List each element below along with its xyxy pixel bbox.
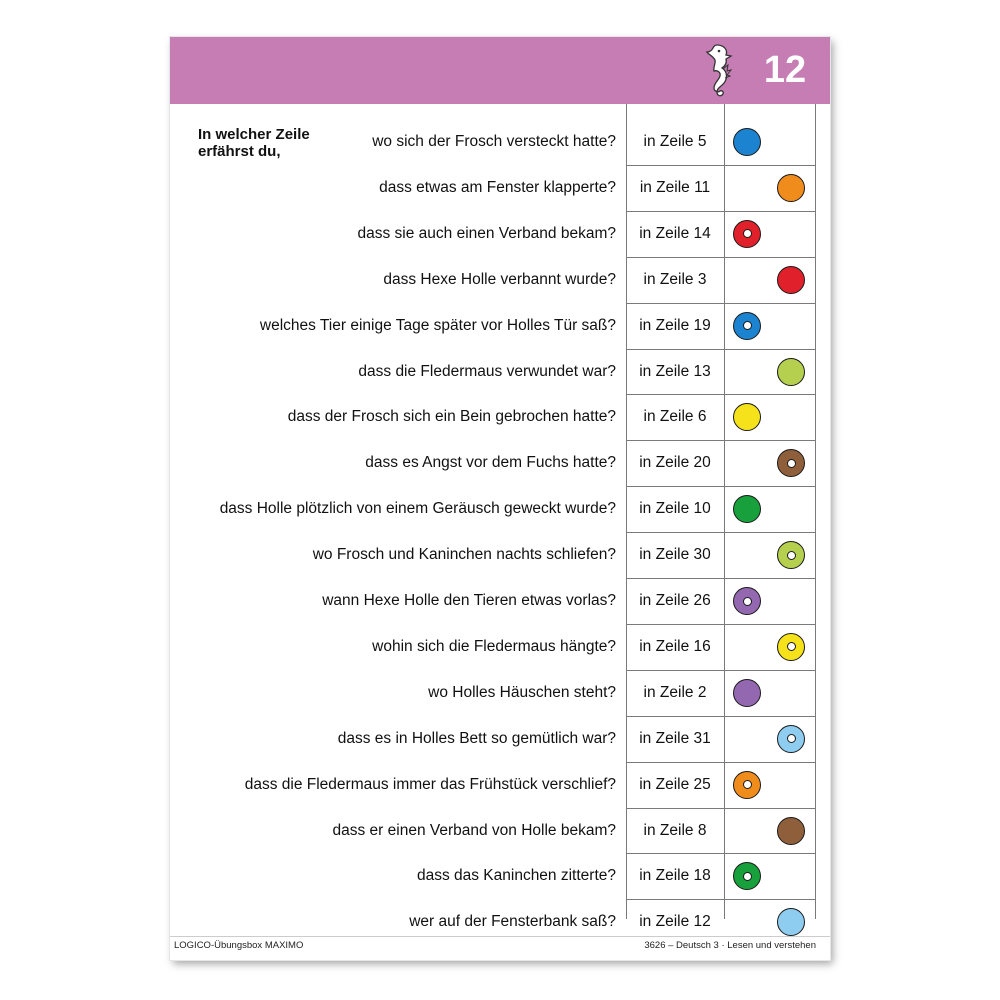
card-header [170, 37, 830, 104]
question-row [170, 670, 830, 716]
question-row [170, 716, 830, 762]
question-row [170, 257, 830, 303]
answer-line-number: in Zeile 30 [639, 546, 711, 564]
question-row [170, 532, 830, 578]
question-row [170, 899, 830, 945]
question-row [170, 394, 830, 440]
question-text: wo Frosch und Kaninchen nachts schliefen? [312, 546, 616, 564]
heading-line-1: In welcher Zeile [198, 126, 310, 143]
answer-line-number: in Zeile 25 [639, 775, 711, 793]
dot-marker-icon [733, 495, 761, 523]
answer-line-number: in Zeile 5 [643, 133, 707, 150]
answer-line-number: in Zeile 12 [639, 913, 711, 931]
answer-line-number: in Zeile 13 [639, 362, 711, 380]
answer-line-number: in Zeile 10 [639, 500, 711, 518]
question-row [170, 762, 830, 808]
dot-marker-icon [733, 679, 761, 707]
question-text: wo Holles Häuschen steht? [428, 683, 616, 701]
dot-marker-icon [733, 403, 761, 431]
question-text: dass er einen Verband von Holle bekam? [332, 821, 616, 839]
question-row [170, 578, 830, 624]
question-text: dass Holle plötzlich von einem Geräusch geweckt wurde? [219, 500, 616, 518]
question-text: dass sie auch einen Verband bekam? [357, 224, 616, 242]
exercise-card [170, 37, 830, 960]
question-text: dass Hexe Holle verbannt wurde? [383, 270, 616, 288]
dot-marker-icon [733, 128, 761, 156]
marker-hole [787, 642, 796, 651]
answer-line-number: in Zeile 26 [639, 592, 711, 609]
question-text: dass es in Holles Bett so gemütlich war? [337, 729, 616, 747]
question-row [170, 440, 830, 486]
marker-hole [787, 551, 796, 560]
answer-line-number: in Zeile 18 [639, 867, 711, 885]
ring-marker-icon [777, 633, 805, 661]
ring-marker-icon [733, 220, 761, 248]
question-row [170, 853, 830, 899]
marker-hole [787, 459, 796, 468]
ring-marker-icon [777, 725, 805, 753]
footer-product-code: 3626 – Deutsch 3 · Lesen und verstehen [644, 940, 816, 951]
dot-marker-icon [777, 174, 805, 202]
heading-line-2: erfährst du, [198, 143, 281, 160]
question-row [170, 349, 830, 395]
dot-marker-icon [777, 358, 805, 386]
answer-line-number: in Zeile 2 [643, 683, 707, 701]
marker-hole [787, 734, 796, 743]
question-row [170, 486, 830, 532]
footer-publisher: LOGICO-Übungsbox MAXIMO [174, 940, 304, 951]
marker-hole [743, 872, 752, 881]
answer-line-number: in Zeile 14 [639, 224, 711, 242]
question-text: dass der Frosch sich ein Bein gebrochen hatte? [287, 408, 616, 426]
question-row [170, 808, 830, 854]
card-number: 12 [763, 49, 807, 91]
answer-line-number: in Zeile 31 [639, 729, 711, 747]
answer-line-number: in Zeile 11 [639, 178, 711, 196]
answer-line-number: in Zeile 19 [639, 316, 711, 334]
answer-line-number: in Zeile 3 [643, 270, 707, 288]
question-text: dass etwas am Fenster klapperte? [379, 178, 616, 196]
question-row [170, 165, 830, 211]
question-row [170, 211, 830, 257]
question-text: welches Tier einige Tage später vor Holles Tür saß? [259, 316, 616, 334]
marker-hole [743, 229, 752, 238]
ring-marker-icon [777, 541, 805, 569]
question-row [170, 303, 830, 349]
footer-divider [170, 936, 830, 937]
question-text: wer auf der Fensterbank saß? [409, 913, 616, 931]
question-text: dass die Fledermaus immer das Frühstück verschlief? [244, 775, 616, 793]
question-text: wann Hexe Holle den Tieren etwas vorlas? [322, 592, 616, 609]
seahorse-icon [697, 41, 737, 101]
question-text: wohin sich die Fledermaus hängte? [372, 637, 616, 655]
marker-hole [743, 597, 752, 606]
question-row [170, 119, 830, 165]
ring-marker-icon [733, 862, 761, 890]
ring-marker-icon [777, 449, 805, 477]
ring-marker-icon [733, 771, 761, 799]
dot-marker-icon [777, 817, 805, 845]
question-row [170, 624, 830, 670]
ring-marker-icon [733, 587, 761, 615]
answer-line-number: in Zeile 16 [639, 637, 711, 655]
dot-marker-icon [777, 266, 805, 294]
marker-hole [743, 780, 752, 789]
answer-line-number: in Zeile 20 [639, 454, 711, 472]
question-text: dass das Kaninchen zitterte? [416, 867, 616, 885]
question-text: dass die Fledermaus verwundet war? [358, 362, 616, 380]
answer-line-number: in Zeile 6 [643, 408, 707, 426]
dot-marker-icon [777, 908, 805, 936]
marker-hole [743, 321, 752, 330]
question-text: wo sich der Frosch versteckt hatte? [372, 133, 616, 150]
ring-marker-icon [733, 312, 761, 340]
question-text: dass es Angst vor dem Fuchs hatte? [365, 454, 616, 472]
answer-line-number: in Zeile 8 [643, 821, 707, 839]
